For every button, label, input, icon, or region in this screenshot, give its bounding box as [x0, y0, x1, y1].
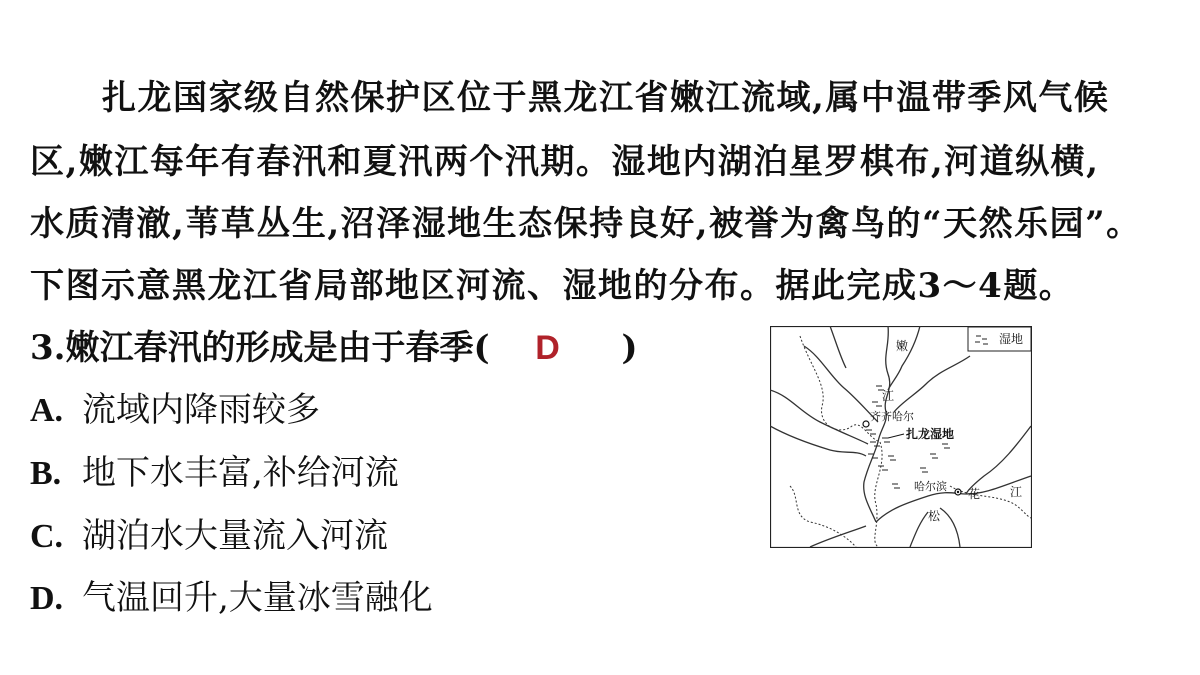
option-b[interactable]: [30, 453, 399, 494]
map-label-jiang-songhua: 江: [1010, 485, 1023, 499]
harbin-city-dot: [957, 491, 959, 493]
map-label-nen: 嫩: [896, 339, 909, 353]
legend-label: 湿地: [999, 332, 1024, 346]
option-text: 湖泊水大量流入河流: [82, 516, 388, 556]
question-close-paren: ): [621, 328, 638, 368]
wetland-map: [770, 326, 1032, 548]
option-a[interactable]: [30, 390, 320, 431]
map-label-song: 松: [928, 509, 941, 523]
map-label-qiqihar: 齐齐哈尔: [870, 410, 914, 423]
question-text: 3.嫩江春汛的形成是由于春季(: [30, 328, 490, 368]
option-c[interactable]: [30, 516, 388, 557]
passage-line-1: 扎龙国家级自然保护区位于黑龙江省嫩江流域,属中温带季风气候: [102, 78, 1110, 118]
option-text: 气温回升,大量冰雪融化: [82, 578, 433, 618]
qiqihar-city-marker: [863, 421, 869, 427]
option-letter: C.: [30, 518, 64, 555]
option-letter: D.: [30, 580, 64, 617]
answer-mark: D: [535, 329, 560, 367]
passage-line-4: 下图示意黑龙江省局部地区河流、湿地的分布。据此完成3～4题。: [30, 266, 1075, 306]
option-text: 地下水丰富,补给河流: [82, 453, 399, 493]
map-label-hua: 花: [968, 487, 981, 501]
option-letter: A.: [30, 392, 64, 429]
map-label-jiang-nen: 江: [882, 389, 895, 403]
option-d[interactable]: [30, 578, 433, 619]
passage-line-3: 水质清澈,苇草丛生,沼泽湿地生态保持良好,被誉为禽鸟的“天然乐园”。: [30, 204, 1142, 244]
map-label-harbin: 哈尔滨: [914, 480, 947, 493]
passage-line-2: 区,嫩江每年有春汛和夏汛两个汛期。湿地内湖泊星罗棋布,河道纵横,: [30, 142, 1100, 182]
option-letter: B.: [30, 455, 62, 492]
map-legend: [968, 327, 1031, 351]
question-stem: [30, 328, 638, 368]
map-label-zhalong: 扎龙湿地: [906, 427, 955, 441]
option-text: 流域内降雨较多: [82, 390, 320, 430]
